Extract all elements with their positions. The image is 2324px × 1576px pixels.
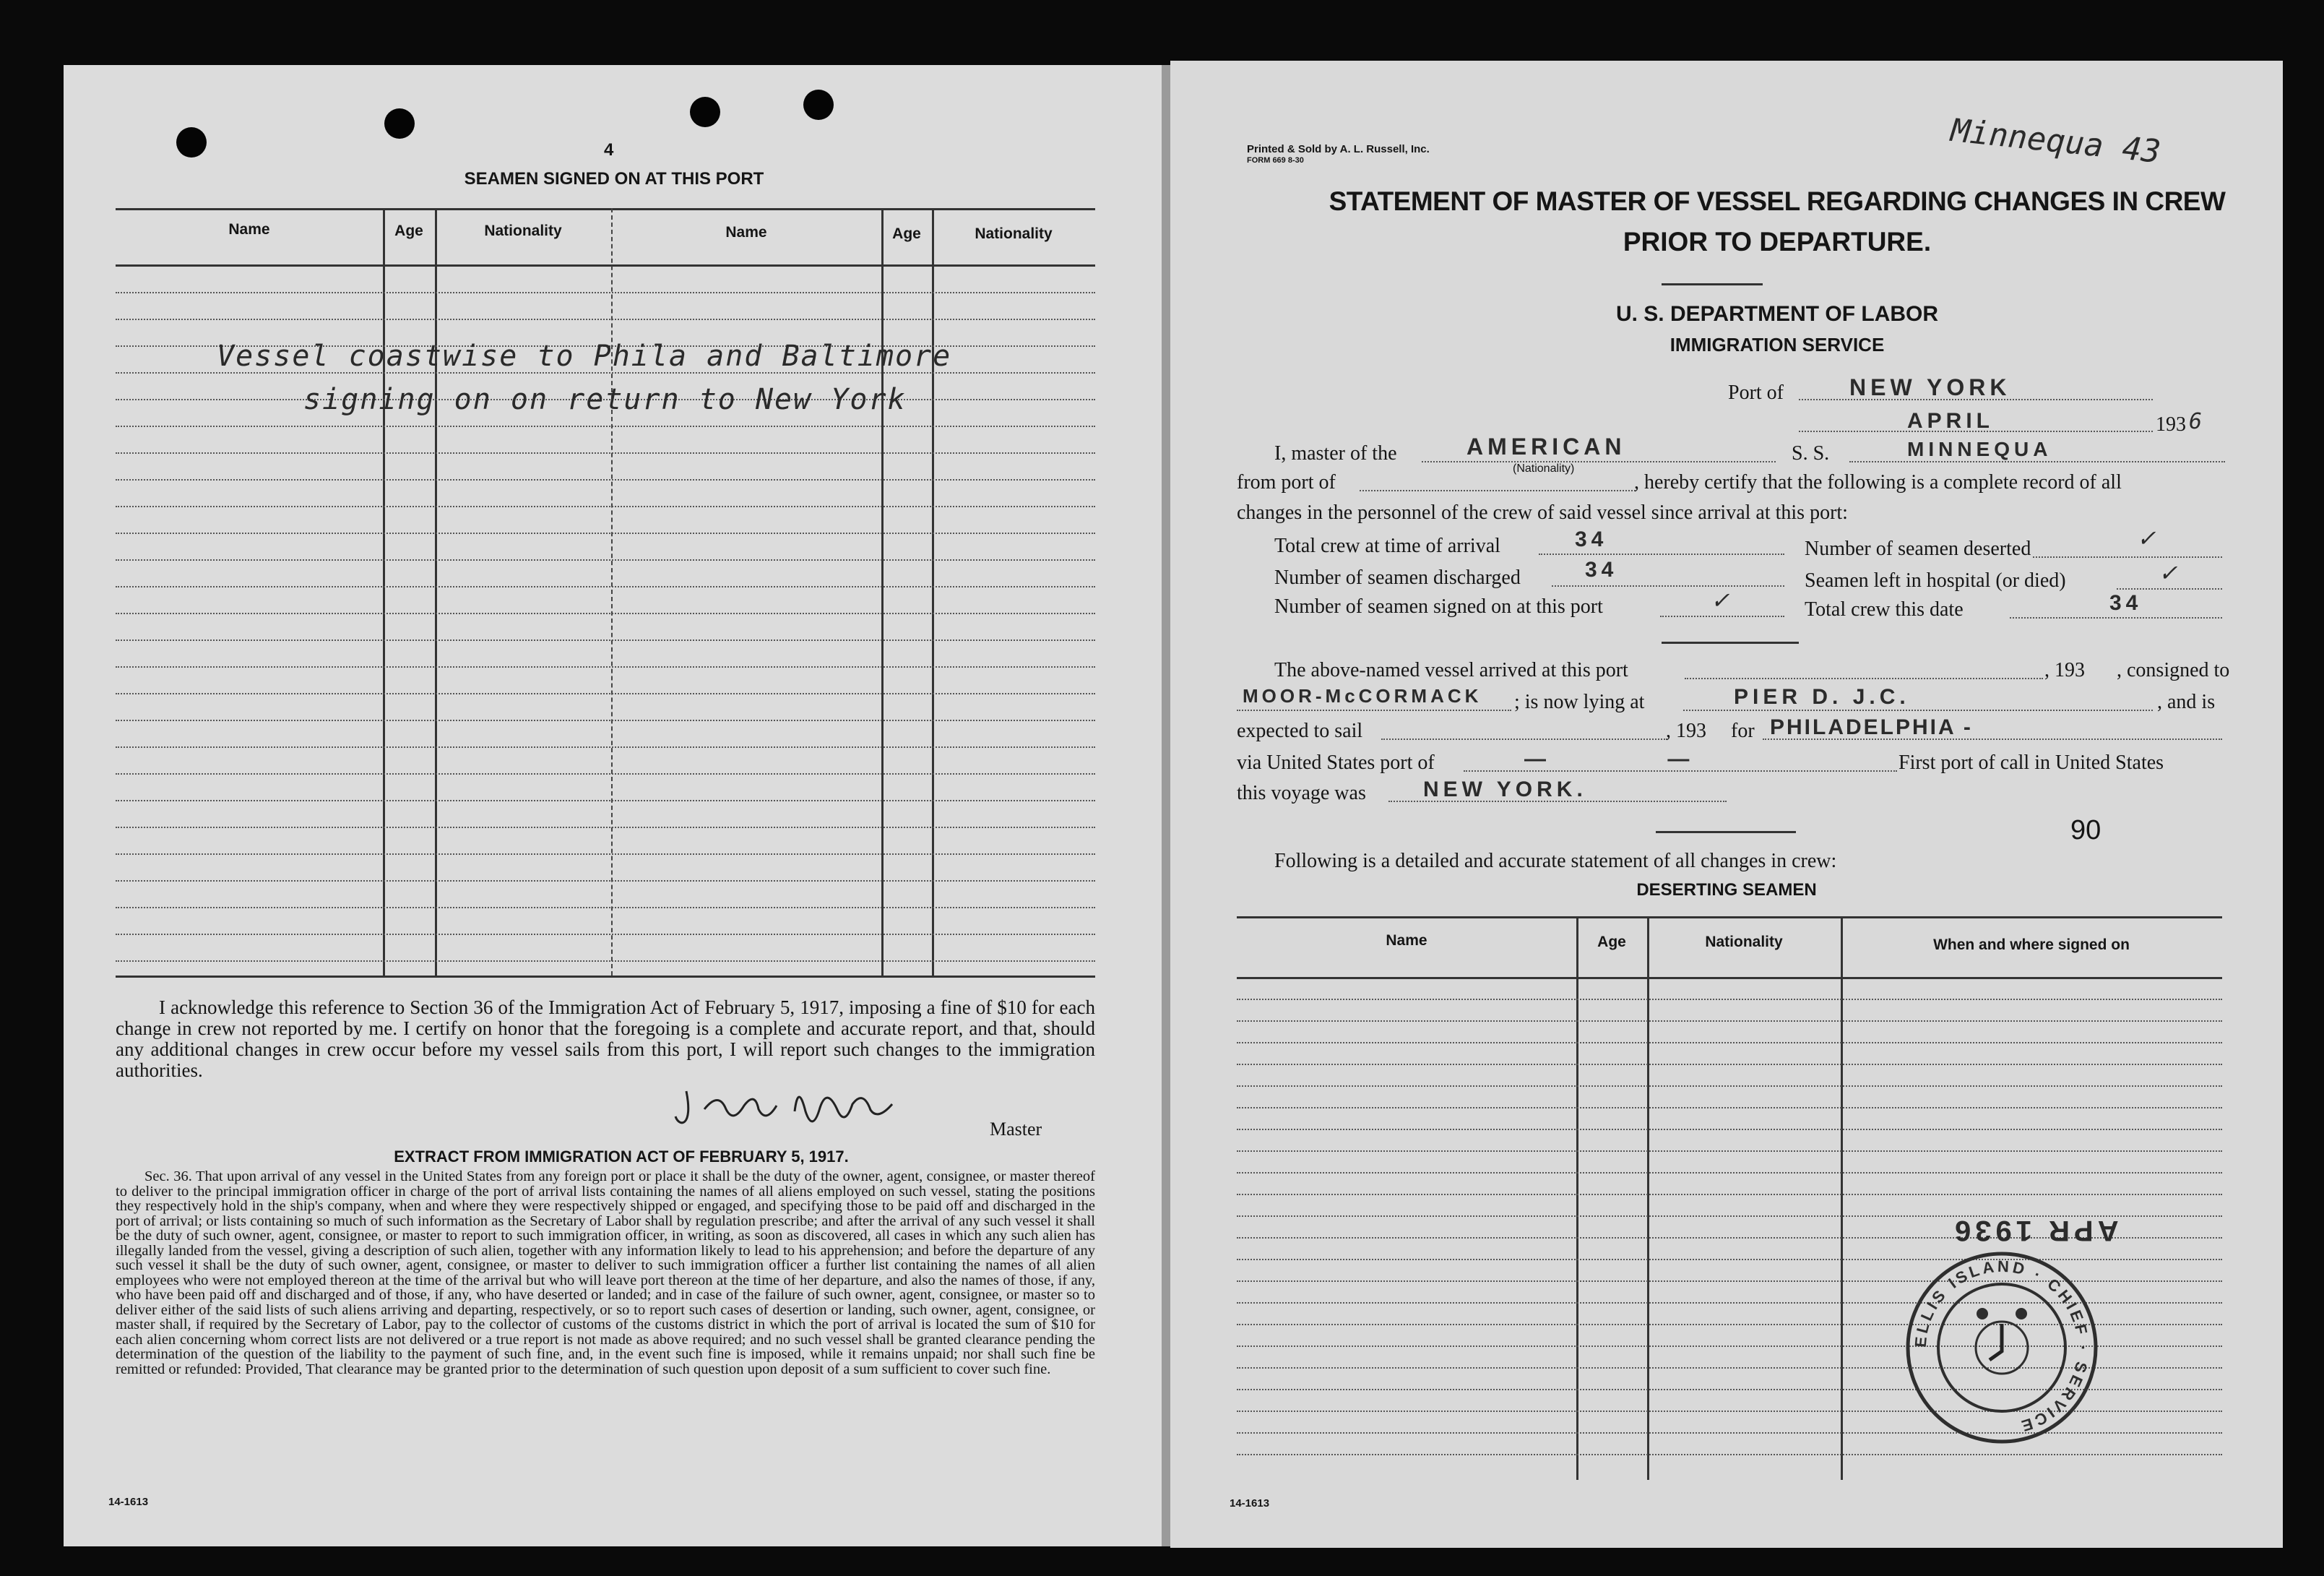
- deserted-label: Number of seamen deserted: [1805, 538, 2031, 560]
- following-text: Following is a detailed and accurate statement of all changes in crew:: [1274, 850, 1837, 872]
- year-suffix: 6: [2189, 409, 2203, 434]
- table-top-rule: [1237, 916, 2222, 918]
- ss-label: S. S.: [1792, 442, 1830, 465]
- table-header-nationality: Nationality: [975, 225, 1053, 242]
- total-crew-date-value: 34: [2109, 591, 2143, 615]
- acknowledgment-text: I acknowledge this reference to Section 36 of the Immigration Act of February 5, 1917, imposing a fine of $10 for each change in crew not reported by me. I certify on honor that the foregoing is a complete and accurate report, and that, should any additional changes in crew occur before my vessel sails from this port, I will report such changes to the immigration authorities.: [116, 996, 1095, 1081]
- this-voyage-label: this voyage was: [1237, 782, 1366, 804]
- stamp-text: ELLIS ISLAND · CHIEF · SERVICE: [1911, 1257, 2093, 1437]
- value-line: [2010, 617, 2222, 619]
- table-row: [1237, 1020, 2222, 1022]
- destination-value: PHILADELPHIA -: [1770, 715, 1973, 739]
- discharged-value: 34: [1585, 558, 1618, 582]
- department-name: U. S. DEPARTMENT OF LABOR: [1615, 302, 1939, 326]
- for-label: for: [1731, 720, 1755, 742]
- printer-credit: Printed & Sold by A. L. Russell, Inc.: [1247, 143, 1430, 155]
- number-90: 90: [2070, 815, 2101, 845]
- table-row: [116, 559, 1095, 561]
- table-row: [1237, 1064, 2222, 1065]
- table-header-rule: [116, 264, 1095, 267]
- table-header-age: Age: [1597, 934, 1626, 950]
- table-row: [116, 693, 1095, 694]
- and-is-label: , and is: [2157, 691, 2216, 713]
- arrived-line: [1685, 678, 2043, 679]
- column-divider: [611, 208, 613, 976]
- table-row: [116, 880, 1095, 882]
- discharged-label: Number of seamen discharged: [1274, 567, 1521, 589]
- total-crew-arrival-value: 34: [1575, 528, 1608, 551]
- first-port-label: First port of call in United States: [1898, 752, 2164, 774]
- column-divider: [881, 208, 884, 976]
- table-row: [116, 319, 1095, 320]
- lying-value: PIER D. J.C.: [1734, 685, 1910, 709]
- port-value: NEW YORK: [1849, 374, 2011, 400]
- table-row: [116, 960, 1095, 962]
- table-header-age: Age: [892, 225, 921, 242]
- title-rule: [1662, 283, 1763, 285]
- column-divider: [1841, 916, 1843, 1480]
- table-row: [1237, 1172, 2222, 1174]
- table-row: [116, 479, 1095, 481]
- lying-line: [1683, 710, 2153, 711]
- form-code: FORM 669 8-30: [1247, 156, 1304, 165]
- table-header-name: Name: [228, 221, 270, 238]
- form-number: 14-1613: [108, 1496, 149, 1508]
- hospital-value: ✓: [2160, 558, 2176, 587]
- value-line: [2117, 588, 2222, 590]
- changes-text: changes in the personnel of the crew of said vessel since arrival at this port:: [1237, 501, 1848, 524]
- via-label: via United States port of: [1237, 752, 1435, 774]
- table-row: [1237, 1085, 2222, 1087]
- section-rule: [1662, 642, 1799, 644]
- table-row: [116, 613, 1095, 614]
- table-header-name: Name: [1386, 932, 1427, 949]
- table-row: [116, 720, 1095, 721]
- total-crew-arrival-label: Total crew at time of arrival: [1274, 535, 1500, 557]
- form-title: STATEMENT OF MASTER OF VESSEL REGARDING CHANGES IN CREW: [1329, 186, 2226, 216]
- first-port-value: NEW YORK.: [1423, 778, 1587, 801]
- arrived-year: , 193: [2044, 659, 2085, 681]
- table-row: [116, 452, 1095, 454]
- column-divider: [1647, 916, 1649, 1480]
- table-row: [116, 533, 1095, 534]
- certify-text: , hereby certify that the following is a complete record of all: [1634, 471, 2122, 494]
- table-row: [116, 800, 1095, 801]
- via-value: — —: [1524, 747, 1748, 771]
- expected-line: [1381, 739, 1667, 740]
- value-line: [1539, 554, 1784, 555]
- table-top-rule: [116, 208, 1095, 210]
- arrived-label: The above-named vessel arrived at this port: [1274, 659, 1628, 681]
- handwritten-note: Vessel coastwise to Phila and Baltimore: [217, 340, 952, 373]
- form-number: 14-1613: [1230, 1497, 1270, 1510]
- column-divider: [932, 208, 934, 976]
- ellis-island-stamp: [1897, 1243, 2107, 1452]
- from-port-label: from port of: [1237, 471, 1336, 494]
- table-row: [116, 827, 1095, 828]
- table-header-rule: [1237, 977, 2222, 979]
- nationality-value: AMERICAN: [1466, 434, 1626, 460]
- table-row: [1237, 1454, 2222, 1455]
- table-row: [116, 426, 1095, 427]
- punch-hole: [384, 108, 415, 139]
- table-row: [116, 746, 1095, 748]
- table-header-signed-on: When and where signed on: [1933, 936, 2130, 953]
- column-divider: [435, 208, 437, 976]
- table-header-age: Age: [394, 223, 423, 239]
- table-row: [116, 853, 1095, 855]
- nationality-caption: (Nationality): [1513, 462, 1575, 475]
- vessel-line: [1849, 461, 2225, 462]
- table-row: [1237, 1129, 2222, 1130]
- section-rule: [1656, 831, 1796, 833]
- handwritten-note: signing on on return to New York: [303, 383, 907, 416]
- table-header-nationality: Nationality: [484, 223, 562, 239]
- table-header-nationality: Nationality: [1705, 934, 1783, 950]
- stamp-date: APR 1936: [1951, 1215, 2119, 1246]
- punch-hole: [176, 127, 207, 158]
- table-row: [1237, 1194, 2222, 1195]
- table-header-name: Name: [725, 224, 767, 241]
- page-number: 4: [604, 140, 614, 160]
- extract-body: Sec. 36. That upon arrival of any vessel in the United States from any foreign port or place it shall be the duty of the owner, agent, consignee, or master thereof to deliver to the principal immigration officer in charge of the port of arrival lists containing the names of all aliens employed on such vessel, stating the positions they respectively hold in the ship's company, when and where they were respectively shipped or engaged, and specifying those to be paid off and discharged in the port of arrival; or lists containing so much of such information as the Secretary of Labor shall by regulation prescribe; and after the arrival of any such vessel it shall be the duty of such owner, agent, consignee, or master to report to such immigration officer, in writing, as soon as discovered, all cases in which any such alien has illegally landed from the vessel, giving a description of such alien, together with any information likely to lead to his apprehension; and before the departure of any such vessel it shall be the duty of such owner, agent, consignee, or master to deliver to such immigration officer a further list containing the names of all alien employees who were not employed thereon at the time of the arrival but who will leave port thereon at the time of her departure, and also the names of those, if any, who have been paid off and discharged and of those, if any, who have deserted or landed; and in case of the failure of such owner, agent, consignee, or master so to deliver either of the said lists of such aliens arriving and departing, respectively, or so to report such cases of desertion or landing, such owner, agent, consignee, or master shall, if required by the Secretary of Labor, pay to the collector of customs of the customs district in which the port of arrival is located the sum of $10 for each alien concerning whom correct lists are not delivered or a true report is not made as above required; and no such vessel shall be granted clearance pending the determination of the question of the liability to the payment of such fine, and, in the event such fine is imposed, while it remains unpaid; nor shall such fine be remitted or refunded: Provided, That clearance may be granted prior to the determination of such question upon deposit of a sum sufficient to cover such fine.: [116, 1168, 1095, 1377]
- master-of-label: I, master of the: [1274, 442, 1397, 465]
- lying-label: ; is now lying at: [1514, 691, 1645, 713]
- table-bottom-rule: [116, 976, 1095, 978]
- section-title: SEAMEN SIGNED ON AT THIS PORT: [464, 169, 764, 189]
- column-divider: [1576, 916, 1578, 1480]
- consignee-line: [1237, 710, 1511, 711]
- table-row: [116, 586, 1095, 587]
- punch-hole: [690, 97, 720, 127]
- year-prefix: 193: [2156, 413, 2186, 436]
- table-row: [1237, 1107, 2222, 1108]
- table-row: [1237, 1042, 2222, 1043]
- date-month: APRIL: [1907, 409, 1994, 433]
- from-port-line: [1360, 490, 1636, 491]
- nationality-line: [1422, 461, 1776, 462]
- value-line: [1552, 585, 1784, 587]
- port-label: Port of: [1728, 382, 1784, 404]
- table-row: [116, 292, 1095, 293]
- service-name: IMMIGRATION SERVICE: [1669, 334, 1885, 356]
- table-row: [116, 640, 1095, 641]
- deserting-title: DESERTING SEAMEN: [1636, 880, 1817, 900]
- vessel-name: MINNEQUA: [1907, 438, 2052, 460]
- expected-year: , 193: [1666, 720, 1706, 742]
- table-row: [116, 907, 1095, 908]
- table-row: [1237, 1150, 2222, 1152]
- column-divider: [383, 208, 385, 976]
- punch-hole: [803, 90, 834, 120]
- value-line: [1660, 616, 1784, 617]
- table-row: [116, 666, 1095, 668]
- table-row: [1237, 999, 2222, 1000]
- table-row: [116, 934, 1095, 935]
- expected-label: expected to sail: [1237, 720, 1363, 742]
- consignee-value: MOOR-McCORMACK: [1243, 685, 1482, 707]
- form-title: PRIOR TO DEPARTURE.: [1623, 227, 1932, 257]
- table-row: [116, 773, 1095, 775]
- signed-on-value: ✓: [1712, 585, 1728, 615]
- master-signature: [672, 1077, 932, 1134]
- table-row: [116, 506, 1095, 507]
- total-crew-date-label: Total crew this date: [1805, 598, 1964, 621]
- signed-on-label: Number of seamen signed on at this port: [1274, 595, 1603, 618]
- corner-annotation: Minnequa 43: [1949, 111, 2163, 171]
- deserted-value: ✓: [2138, 523, 2154, 553]
- master-label: Master: [990, 1119, 1042, 1140]
- hospital-label: Seamen left in hospital (or died): [1805, 569, 2066, 592]
- value-line: [2033, 556, 2222, 558]
- extract-title: EXTRACT FROM IMMIGRATION ACT OF FEBRUARY 5, 1917.: [394, 1147, 849, 1166]
- consigned-label: , consigned to: [2117, 659, 2230, 681]
